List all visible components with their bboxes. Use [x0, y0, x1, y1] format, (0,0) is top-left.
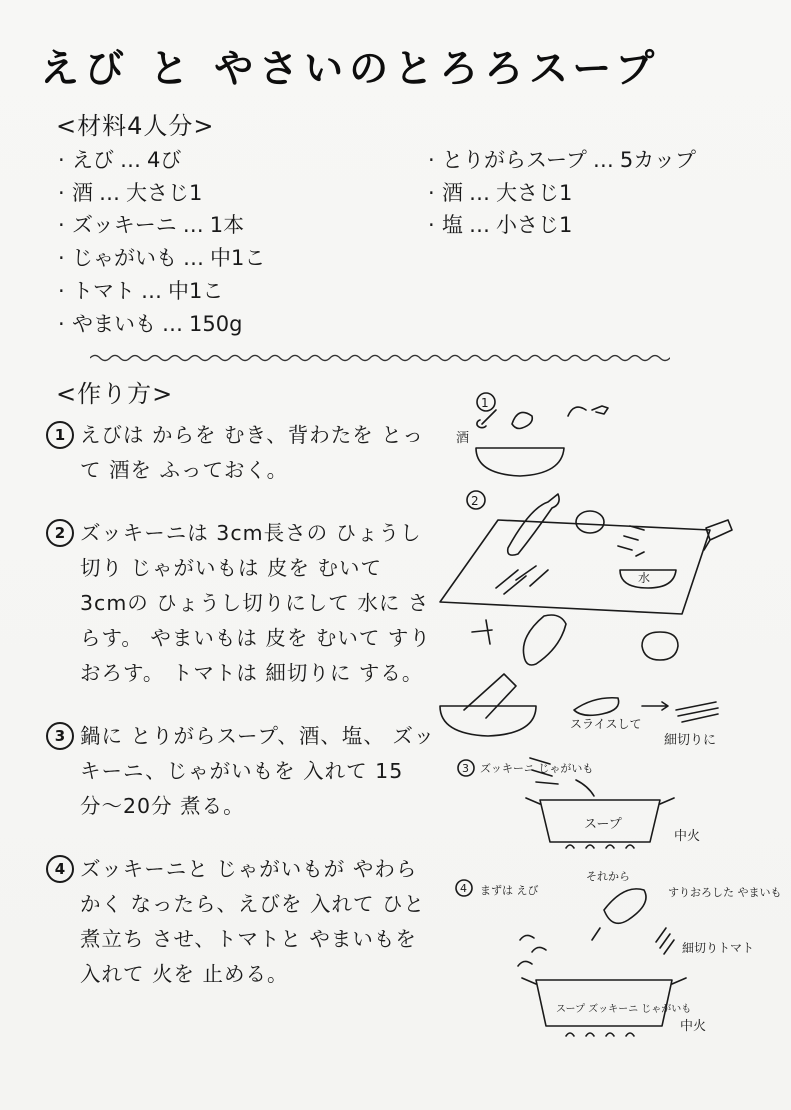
- ingredient-name: トマト: [72, 278, 135, 303]
- step4-first-label: まずは えび: [480, 884, 539, 897]
- ingredient-amount: 4び: [147, 148, 182, 172]
- step-1: [46, 418, 436, 488]
- bullet-icon: ·: [58, 180, 65, 205]
- ingredient-name: とりがらスープ: [442, 148, 587, 172]
- bullet-icon: ·: [58, 148, 65, 172]
- recipe-title: えび と やさいのとろろスープ: [40, 47, 661, 92]
- step-number: 2: [46, 519, 74, 547]
- step2-num: 2: [471, 494, 479, 508]
- spoon-icon: [477, 410, 496, 428]
- ingredient-item: [428, 177, 696, 210]
- method-heading: <作り方>: [56, 380, 174, 408]
- ingredients-heading: <材料4人分>: [56, 112, 215, 140]
- cutting-board: [440, 520, 710, 614]
- ingredient-name: ズッキーニ: [72, 213, 177, 238]
- step1-illustration: [456, 393, 608, 476]
- leader-dots: …: [182, 213, 204, 238]
- step-4: [46, 852, 436, 992]
- ingredient-amount: 中1こ: [168, 278, 224, 303]
- ingredients-list-left: [58, 144, 265, 340]
- step3-num: 3: [462, 762, 469, 775]
- step-2: [46, 516, 436, 691]
- ingredient-item: [58, 308, 265, 341]
- step2-illustration: [440, 491, 732, 748]
- ingredient-amount: 大さじ1: [496, 180, 573, 205]
- ingredient-amount: 中1こ: [210, 246, 266, 271]
- ingredient-amount: 大さじ1: [126, 180, 203, 205]
- step4-heat-label: 中火: [680, 1019, 707, 1034]
- ingredient-amount: 小さじ1: [496, 213, 573, 238]
- tomato-slices-icon: [574, 698, 619, 716]
- arrow-icon: [576, 780, 594, 796]
- bullet-icon: ·: [428, 213, 435, 238]
- leader-dots: …: [183, 246, 204, 271]
- step3-pot-label: スープ: [584, 817, 622, 832]
- step3-heat-label: 中火: [674, 829, 701, 844]
- bullet-icon: ·: [428, 180, 435, 205]
- step4-yam-label: すりおろした やまいも: [668, 886, 782, 899]
- shredded-tomato-icon: [676, 702, 718, 722]
- step3-veg-label: ズッキーニ じゃがいも: [480, 762, 594, 775]
- ingredient-name: 酒: [442, 180, 463, 205]
- ingredient-item: [58, 275, 265, 308]
- shredded-tomato-icon: [656, 928, 674, 954]
- step-number: 1: [46, 421, 74, 449]
- arrow-icon: [642, 702, 668, 710]
- bullet-icon: ·: [428, 148, 435, 172]
- method-steps: [46, 418, 436, 1020]
- ingredient-item: [58, 209, 265, 242]
- ingredient-amount: 150g: [189, 311, 243, 336]
- ingredient-name: えび: [72, 148, 114, 172]
- leader-dots: …: [592, 148, 614, 172]
- step3-illustration: [458, 758, 700, 848]
- ingredient-name: 塩: [442, 213, 463, 238]
- slice-label: スライスして: [570, 717, 642, 731]
- flame-icon: [566, 845, 634, 848]
- step-text: 鍋に とりがらスープ、酒、塩、 ズッキーニ、じゃがいもを 入れて 15分〜20分 煮る。: [80, 724, 436, 818]
- potato-sticks-icon: [618, 526, 644, 556]
- bullet-icon: ·: [58, 213, 65, 238]
- bowl-icon: [440, 706, 536, 736]
- pot-icon: [522, 978, 686, 1026]
- grater-icon: [464, 674, 516, 718]
- zucchini-icon: [508, 494, 559, 555]
- shrimp-icon: [518, 935, 546, 966]
- leader-dots: …: [141, 278, 162, 303]
- step4-num: 4: [460, 882, 467, 895]
- ingredient-name: やまいも: [72, 311, 156, 336]
- step-number: 3: [46, 722, 74, 750]
- ingredient-item: [58, 144, 265, 177]
- knife-icon: [704, 520, 732, 550]
- shrimp-icon: [512, 412, 532, 428]
- step-number: 4: [46, 855, 74, 883]
- step-text: えびは からを むき、背わたを とって 酒を ふっておく。: [80, 423, 424, 482]
- peeler-icon: [472, 620, 492, 644]
- potato-icon: [576, 511, 604, 533]
- wavy-divider: [90, 352, 670, 364]
- ingredient-name: じゃがいも: [72, 246, 177, 271]
- yam-icon: [523, 615, 566, 665]
- ingredients-list-right: [428, 144, 696, 242]
- step4-then-label: それから: [586, 870, 630, 883]
- leader-dots: …: [99, 180, 120, 205]
- tomato-icon: [642, 632, 678, 660]
- step-text: ズッキーニと じゃがいもが やわらかく なったら、えびを 入れて ひと煮立ち させ、トマトと やまいもを 入れて 火を 止める。: [80, 857, 426, 986]
- ingredient-amount: 1本: [209, 213, 245, 238]
- water-label: 水: [638, 571, 651, 585]
- bullet-icon: ·: [58, 311, 65, 336]
- shred-label: 細切りに: [664, 733, 717, 748]
- ladle-icon: [592, 889, 646, 940]
- bullet-icon: ·: [58, 246, 65, 271]
- step1-num: 1: [481, 396, 489, 410]
- flame-icon: [566, 1033, 634, 1036]
- illustrations: [420, 380, 791, 1100]
- leader-dots: …: [162, 311, 183, 336]
- ingredient-item: [428, 209, 696, 242]
- shrimp-shell-icon: [568, 406, 608, 416]
- step4-pot-label: スープ ズッキーニ じゃがいも: [556, 1004, 692, 1015]
- leader-dots: …: [120, 148, 141, 172]
- zucchini-sticks-icon: [496, 566, 548, 594]
- ingredient-item: [428, 144, 696, 177]
- ingredient-item: [58, 242, 265, 275]
- bullet-icon: ·: [58, 278, 65, 303]
- bowl-icon: [476, 448, 564, 476]
- leader-dots: …: [469, 213, 490, 238]
- leader-dots: …: [469, 180, 490, 205]
- ingredient-amount: 5カップ: [619, 148, 697, 172]
- ingredient-item: [58, 177, 265, 210]
- step1-label: 酒: [456, 431, 470, 446]
- ingredient-name: 酒: [72, 180, 93, 205]
- step-text: ズッキーニは 3cm長さの ひょうし切り じゃがいもは 皮を むいて 3cmの ひょうし切りにして 水に さらす。 やまいもは 皮を むいて すりおろす。 トマトは 細切りに する。: [80, 521, 431, 685]
- step4-tomato-label: 細切りトマト: [682, 941, 755, 955]
- step-3: [46, 719, 436, 824]
- step4-illustration: [456, 870, 782, 1036]
